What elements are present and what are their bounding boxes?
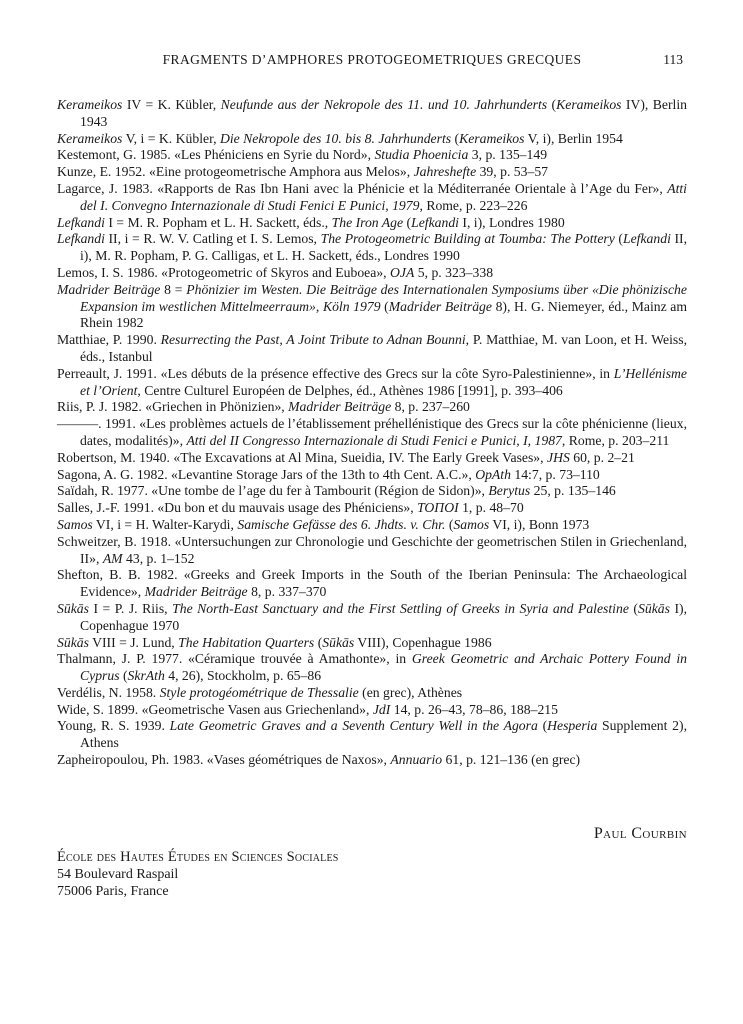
reference-entry [57, 500, 687, 517]
reference-segment-italic: Kerameikos [459, 130, 525, 146]
reference-entry [57, 601, 687, 635]
author-address-line-2: 75006 Paris, France [57, 884, 169, 900]
reference-segment: , Rome, p. 223–226 [419, 197, 528, 213]
reference-segment: 61, p. 121–136 (en grec) [442, 752, 581, 768]
reference-segment: 5, p. 323–338 [414, 264, 494, 280]
reference-segment: Zapheiropoulou, Ph. 1983. «Vases géométriques de Naxos», [57, 752, 391, 768]
reference-segment: 1, p. 48–70 [458, 500, 524, 516]
reference-segment: Perreault, J. 1991. «Les débuts de la présence effective des Grecs sur la côte Syro-Palestinienne», in [57, 365, 614, 381]
reference-segment: , Rome, p. 203–211 [561, 432, 670, 448]
reference-segment-italic: Atti del II Congresso Internazionale di Studi Fenici e Punici, I, 1987 [186, 432, 562, 448]
reference-entry [57, 265, 687, 282]
reference-segment-italic: Samische Gefässe des 6. Jhdts. v. Chr. [237, 516, 446, 532]
reference-segment: 14, p. 26–43, 78–86, 188–215 [390, 701, 558, 717]
reference-segment-italic: JHS [547, 449, 570, 465]
reference-segment: 4, 26), Stockholm, p. 65–86 [164, 668, 322, 684]
reference-segment-italic: SkrAth [127, 668, 165, 684]
reference-segment-italic: Style protogéométrique de Thessalie [159, 684, 359, 700]
reference-segment: ( [537, 718, 548, 734]
reference-segment-italic: Phönizier im Westen. Die Beiträge des Internationalen Symposiums über «Die phönizische Expansion im westlichen Mittelmeerraum» [80, 281, 687, 314]
reference-entry [57, 483, 687, 500]
reference-segment-italic: Samos [57, 516, 93, 532]
reference-segment: ( [380, 298, 389, 314]
reference-segment: Kunze, E. 1952. «Eine protogeometrische Amphora aus Melos», [57, 164, 414, 180]
reference-segment: IV), Berlin 1943 [80, 97, 688, 129]
reference-segment-italic: Sūkās [57, 634, 89, 650]
reference-segment: 8, p. 237–260 [391, 399, 470, 415]
reference-segment-italic: Kerameikos [57, 97, 123, 112]
reference-segment-italic: The Habitation Quarters [178, 634, 315, 650]
reference-entry [57, 164, 687, 181]
reference-segment: Robertson, M. 1940. «The Excavations at Al Mina, Sueidia, IV. The Early Greek Vases», [57, 449, 547, 465]
reference-segment-italic: AM [102, 550, 123, 566]
reference-segment-italic: Resurrecting the Past, A Joint Tribute to Adnan Bounni [160, 332, 466, 348]
reference-segment: ———. 1991. «Les problèmes actuels de l’établissement préhellénistique des Grecs sur la côte phénicienne (lieux, dates, modalités)», [57, 416, 687, 448]
reference-segment-italic: Die Nekropole des 10. bis 8. Jahrhunderts [219, 130, 452, 146]
reference-segment: VIII), Copenhague 1986 [354, 634, 492, 650]
reference-segment: 39, p. 53–57 [476, 164, 549, 180]
reference-segment-italic: Jahreshefte [413, 164, 477, 180]
reference-segment: Kestemont, G. 1985. «Les Phéniciens en Syrie du Nord», [57, 147, 375, 163]
reference-segment-italic: JdI [372, 701, 391, 717]
reference-entry [57, 685, 687, 702]
reference-segment-italic: Atti del I. Convegno Internazionale di Studi Fenici E Punici, 1979 [80, 180, 687, 213]
reference-segment: Thalmann, J. P. 1977. «Céramique trouvée à Amathonte», in [57, 651, 412, 667]
reference-segment: I), Copenhague 1970 [80, 600, 688, 633]
reference-segment-italic: Lefkandi [57, 214, 105, 230]
reference-entry [57, 215, 687, 232]
reference-segment-italic: Kerameikos [57, 130, 123, 146]
reference-segment-italic: The Protogeometric Building at Toumba: The Pottery [320, 231, 615, 247]
reference-entry [57, 567, 687, 601]
reference-segment: , Centre Culturel Européen de Delphes, éd., Athènes 1986 [1991], p. 393–406 [137, 382, 563, 398]
page-number: 113 [663, 52, 683, 67]
reference-entry [57, 231, 687, 265]
reference-segment: Lemos, I. S. 1986. «Protogeometric of Skyros and Euboea», [57, 264, 391, 280]
reference-segment-italic: Greek Geometric and Archaic Pottery Found in Cyprus [80, 651, 687, 684]
reference-entry [57, 517, 687, 534]
reference-segment: II, i), M. R. Popham, P. G. Calligas, et L. H. Sackett, éds., Londres 1990 [80, 231, 688, 264]
reference-segment-italic: The North-East Sanctuary and the First Settling of Greeks in Syria and Palestine [172, 600, 629, 616]
running-head-title: FRAGMENTS D’AMPHORES PROTOGEOMETRIQUES GRECQUES [162, 52, 582, 67]
reference-segment-italic: OJA [390, 264, 415, 280]
reference-segment: ( [614, 231, 623, 247]
reference-segment: V, i = K. Kübler, [122, 130, 220, 146]
reference-segment-italic: Madrider Beiträge [388, 298, 492, 314]
reference-segment: Riis, P. J. 1982. «Griechen in Phönizien», [57, 399, 289, 415]
reference-segment: 14:7, p. 73–110 [510, 466, 600, 482]
reference-segment: Saïdah, R. 1977. «Une tombe de l’age du fer à Tambourit (Région de Sidon)», [57, 483, 489, 499]
reference-segment: (en grec), Athènes [358, 684, 463, 700]
reference-segment: VIII = J. Lund, [88, 634, 179, 650]
reference-entry [57, 534, 687, 568]
reference-segment: ( [119, 668, 128, 684]
reference-entry [57, 416, 687, 450]
reference-segment-italic: Studia Phoenicia [374, 147, 469, 163]
reference-segment: Schweitzer, B. 1918. «Untersuchungen zur Chronologie und Geschichte der geometrischen Stilen in Griechenland, II», [57, 533, 687, 566]
reference-segment: Wide, S. 1899. «Geometrische Vasen aus Griechenland», [57, 701, 373, 717]
reference-segment: ( [445, 516, 454, 532]
reference-entry [57, 651, 687, 685]
reference-segment: Salles, J.-F. 1991. «Du bon et du mauvais usage des Phéniciens», [57, 500, 418, 516]
reference-entry [57, 702, 687, 719]
reference-segment: Matthiae, P. 1990. [57, 332, 161, 348]
reference-segment-italic: ΤΟΠΟΙ [417, 500, 459, 516]
reference-segment: ( [547, 97, 557, 112]
reference-segment: , [315, 298, 323, 314]
reference-segment-italic: Sūkās [57, 600, 89, 616]
reference-entry [57, 282, 687, 332]
reference-segment: 8), H. G. Niemeyer, éd., Mainz am Rhein 1982 [80, 298, 688, 331]
author-address-line-1: 54 Boulevard Raspail [57, 866, 179, 882]
reference-segment: 8 = [160, 281, 187, 297]
reference-segment-italic: Kerameikos [556, 97, 622, 112]
reference-segment-italic: Neufunde aus der Nekropole des 11. und 10. Jahrhunderts [220, 97, 548, 112]
reference-segment-italic: Late Geometric Graves and a Seventh Century Well in the Agora [169, 718, 538, 734]
reference-segment: Lagarce, J. 1983. «Rapports de Ras Ibn Hani avec la Phénicie et la Méditerranée Orientale à l’Age du Fer», [57, 180, 668, 196]
reference-segment: I = P. J. Riis, [88, 600, 173, 616]
reference-segment: 8, p. 337–370 [247, 584, 327, 600]
running-head [57, 52, 687, 70]
reference-segment: V, i), Berlin 1954 [524, 130, 623, 146]
reference-segment-italic: OpAth [475, 466, 511, 482]
reference-segment-italic: L’Hellénisme et l’Orient [80, 365, 687, 398]
reference-segment: IV = K. Kübler, [122, 97, 221, 112]
reference-segment-italic: Köln 1979 [322, 298, 381, 314]
reference-segment-italic: Berytus [488, 483, 531, 499]
author-signature: Paul Courbin [593, 824, 687, 842]
reference-segment: ( [451, 130, 460, 146]
reference-segment: ( [314, 634, 323, 650]
reference-entry [57, 181, 687, 215]
reference-segment: I = M. R. Popham et L. H. Sackett, éds., [104, 214, 332, 230]
reference-segment-italic: Sūkās [638, 600, 670, 616]
reference-segment: ( [403, 214, 412, 230]
reference-entry [57, 131, 687, 148]
reference-segment-italic: Madrider Beiträge [57, 281, 161, 297]
reference-segment: 3, p. 135–149 [468, 147, 548, 163]
reference-segment: VI, i), Bonn 1973 [489, 516, 590, 532]
reference-segment-italic: Madrider Beiträge [288, 399, 392, 415]
reference-segment-italic: Samos [453, 516, 490, 532]
reference-segment-italic: Annuario [390, 752, 443, 768]
reference-segment-italic: The Iron Age [331, 214, 404, 230]
reference-entry [57, 147, 687, 164]
references-list [57, 97, 687, 769]
reference-segment-italic: Sūkās [322, 634, 355, 650]
reference-segment: 43, p. 1–152 [122, 550, 195, 566]
reference-entry [57, 366, 687, 400]
reference-segment: ( [628, 600, 638, 616]
reference-entry [57, 332, 687, 366]
reference-segment: I, i), Londres 1980 [458, 214, 565, 230]
reference-segment: Verdélis, N. 1958. [57, 684, 160, 700]
reference-segment-italic: Hesperia [547, 718, 598, 734]
reference-segment: II, i = R. W. V. Catling et I. S. Lemos, [104, 231, 321, 247]
reference-entry [57, 97, 687, 131]
reference-segment: Supplement 2), Athens [80, 718, 687, 751]
reference-entry [57, 718, 687, 752]
reference-segment: Sagona, A. G. 1982. «Levantine Storage Jars of the 13th to 4th Cent. A.C.», [57, 466, 476, 482]
reference-entry [57, 450, 687, 467]
reference-segment: Young, R. S. 1939. [57, 718, 170, 734]
reference-segment: 25, p. 135–146 [530, 483, 616, 499]
reference-segment-italic: Lefkandi [411, 214, 459, 230]
reference-segment: 60, p. 2–21 [569, 449, 635, 465]
reference-segment-italic: Lefkandi [622, 231, 671, 247]
reference-entry [57, 752, 687, 769]
reference-segment-italic: Madrider Beiträge [144, 584, 248, 600]
reference-segment-italic: Lefkandi [57, 231, 105, 247]
reference-entry [57, 399, 687, 416]
author-institution: École des Hautes Études en Sciences Sociales [57, 848, 339, 865]
reference-segment: Shefton, B. B. 1982. «Greeks and Greek Imports in the South of the Iberian Peninsula: The Archaeological Evidence», [57, 567, 687, 600]
reference-segment: , P. Matthiae, M. van Loon, et H. Weiss, éds., Istanbul [80, 332, 687, 364]
reference-segment: VI, i = H. Walter-Karydi, [92, 516, 238, 532]
reference-entry [57, 467, 687, 484]
reference-entry [57, 635, 687, 652]
